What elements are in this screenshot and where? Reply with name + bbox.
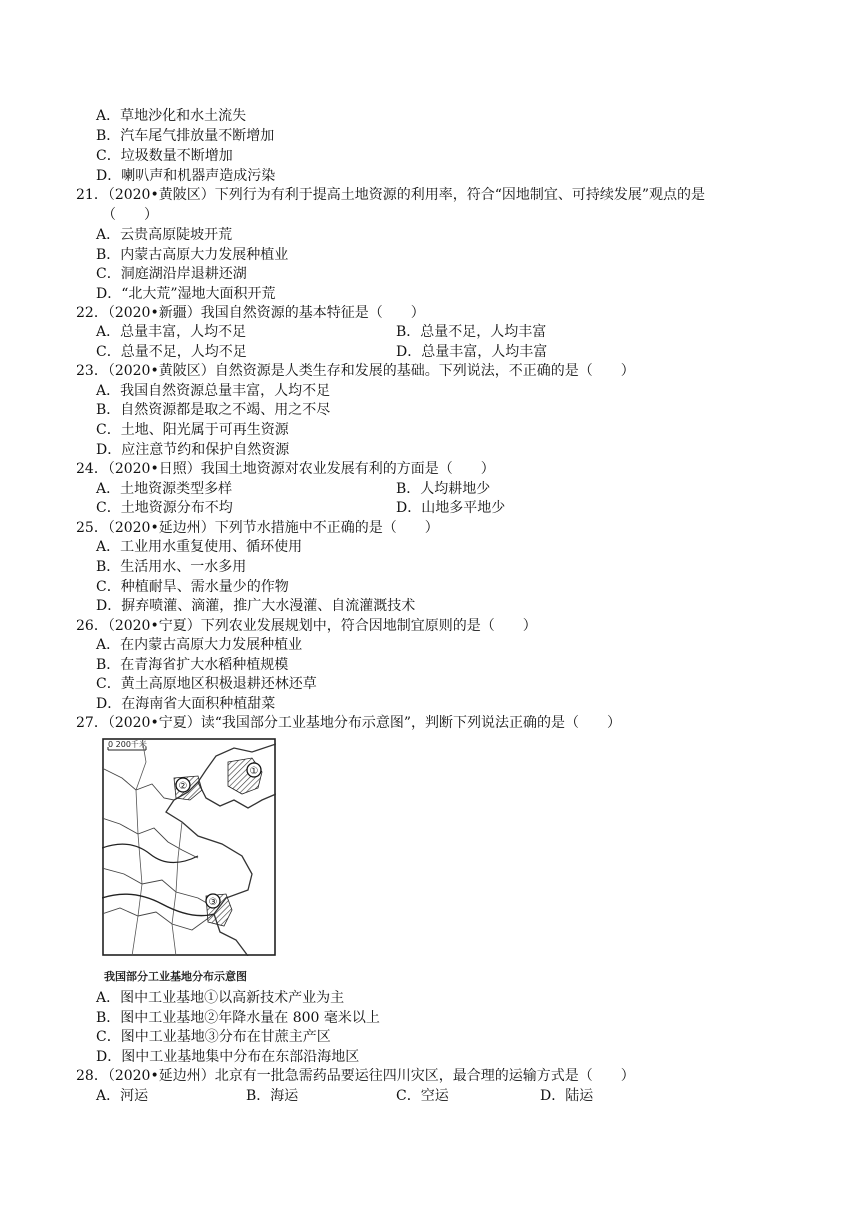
q28-option-d: D．陆运 xyxy=(540,1088,594,1104)
q28-option-b: B．海运 xyxy=(246,1088,299,1104)
q25-option-d: D．摒弃喷灌、滴灌，推广大水漫灌、自流灌溉技术 xyxy=(96,598,416,614)
q24-option-b: B．人均耕地少 xyxy=(396,481,491,497)
map-marker-2-label: ② xyxy=(178,781,188,792)
q27-option-d: D．图中工业基地集中分布在东部沿海地区 xyxy=(96,1049,360,1065)
q28-stem: 28．（2020•延边州）北京有一批急需药品要运往四川灾区，最合理的运输方式是（ ） xyxy=(76,1068,635,1084)
q25-option-b: B．生活用水、一水多用 xyxy=(96,559,247,575)
q23-option-b: B．自然资源都是取之不竭、用之不尽 xyxy=(96,402,331,418)
industrial-base-map xyxy=(102,738,276,956)
q23-option-a: A．我国自然资源总量丰富，人均不足 xyxy=(96,383,331,399)
q23-stem: 23．（2020•黄陂区）自然资源是人类生存和发展的基础。下列说法，不正确的是（ ） xyxy=(76,363,635,379)
q28-option-c: C．空运 xyxy=(396,1088,449,1104)
industrial-base-map-svg xyxy=(102,738,276,956)
q21-option-d: D．“北大荒”湿地大面积开荒 xyxy=(96,286,276,302)
q22-option-b: B．总量不足，人均丰富 xyxy=(396,324,547,340)
q23-option-d: D．应注意节约和保护自然资源 xyxy=(96,442,290,458)
q22-option-d: D．总量丰富，人均丰富 xyxy=(396,344,548,360)
q27-option-a: A．图中工业基地①以高新技术产业为主 xyxy=(96,990,345,1006)
q26-option-c: C．黄土高原地区积极退耕还林还草 xyxy=(96,676,317,692)
q21-stem: 21．（2020•黄陂区）下列行为有利于提高土地资源的利用率，符合“因地制宜、可持续发展”观点的是 xyxy=(76,187,706,203)
q22-stem: 22．（2020•新疆）我国自然资源的基本特征是（ ） xyxy=(76,305,425,321)
map-caption: 我国部分工业基地分布示意图 xyxy=(104,970,247,983)
q22-option-a: A．总量丰富，人均不足 xyxy=(96,324,247,340)
q26-option-d: D．在海南省大面积种植甜菜 xyxy=(96,696,276,712)
q20-option-c: C．垃圾数量不断增加 xyxy=(96,148,233,164)
map-marker-3-label: ③ xyxy=(208,897,218,908)
q20-option-d: D．喇叭声和机器声造成污染 xyxy=(96,168,276,184)
q20-option-b: B．汽车尾气排放量不断增加 xyxy=(96,128,275,144)
q21-option-b: B．内蒙古高原大力发展种植业 xyxy=(96,247,289,263)
map-marker-1-label: ① xyxy=(249,766,259,777)
map-scale-label: 0 200千米 xyxy=(108,740,147,749)
q25-option-c: C．种植耐旱、需水量少的作物 xyxy=(96,579,289,595)
q28-option-a: A．河运 xyxy=(96,1088,149,1104)
q25-stem: 25．（2020•延边州）下列节水措施中不正确的是（ ） xyxy=(76,520,439,536)
q26-option-b: B．在青海省扩大水稻种植规模 xyxy=(96,657,289,673)
q21-option-c: C．洞庭湖沿岸退耕还湖 xyxy=(96,266,247,282)
q27-stem: 27．（2020•宁夏）读“我国部分工业基地分布示意图”，判断下列说法正确的是（ ） xyxy=(76,715,622,731)
q22-option-c: C．总量不足，人均不足 xyxy=(96,344,247,360)
q21-stem-cont: （ ） xyxy=(102,207,158,223)
q27-option-c: C．图中工业基地③分布在甘蔗主产区 xyxy=(96,1029,331,1045)
q24-option-a: A．土地资源类型多样 xyxy=(96,481,233,497)
q26-stem: 26．（2020•宁夏）下列农业发展规划中，符合因地制宜原则的是（ ） xyxy=(76,618,537,634)
q24-option-c: C．土地资源分布不均 xyxy=(96,500,233,516)
q20-option-a: A．草地沙化和水土流失 xyxy=(96,108,247,124)
q26-option-a: A．在内蒙古高原大力发展种植业 xyxy=(96,637,303,653)
q23-option-c: C．土地、阳光属于可再生资源 xyxy=(96,422,289,438)
q24-stem: 24．（2020•日照）我国土地资源对农业发展有利的方面是（ ） xyxy=(76,461,495,477)
q21-option-a: A．云贵高原陡坡开荒 xyxy=(96,227,233,243)
q25-option-a: A．工业用水重复使用、循环使用 xyxy=(96,539,303,555)
q27-option-b: B．图中工业基地②年降水量在 800 毫米以上 xyxy=(96,1010,380,1026)
q24-option-d: D．山地多平地少 xyxy=(396,500,506,516)
